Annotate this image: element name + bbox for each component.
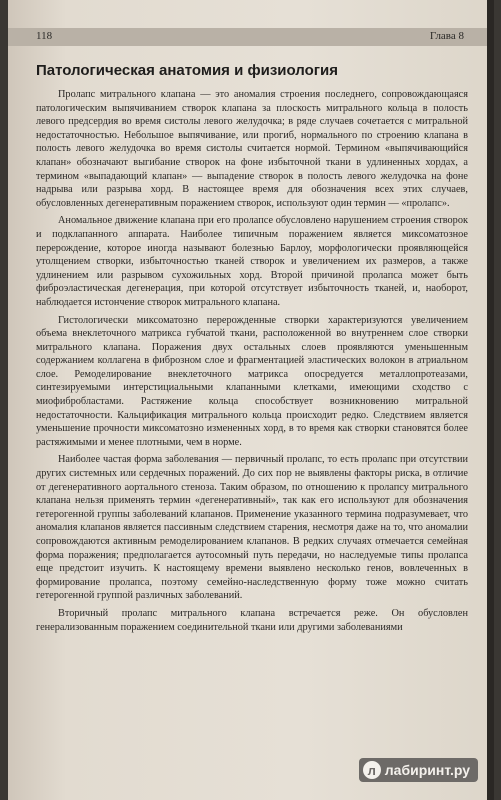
section-title: Патологическая анатомия и физиология: [36, 62, 338, 79]
page-number: 118: [36, 30, 53, 42]
paragraph: Аномальное движение клапана при его пролапсе обусловлено нарушением строения створок и подклапанного аппарата. Наиболее типичным поражением является миксоматозное перерождение, которое иногда называют болезнью Барлоу, морфологически проявляющейся утолщением створки, избыточностью тканей створок и увеличением их размеров, а также удлинением или разрывом сухожильных хорд. Второй причиной пролапса может быть фиброэластическая дегенерация, при которой отсутствует избыточность тканей, и, наоборот, наблюдается истончение створок митрального клапана.: [36, 215, 468, 308]
running-header: [8, 28, 494, 46]
watermark: [359, 758, 478, 782]
book-page: [8, 0, 494, 800]
paragraph: Пролапс митрального клапана — это аномалия строения последнего, сопровождающаяся патологическим выпячиванием створок клапана за плоскость митрального кольца в полость левого предсердия во время систолы левого желудочка; в ряде случаев сочетается с митральной недостаточностью. Небольшое выпячивание, или прогиб, нормального по строению клапана в полость левого желудочка во время систолы считается нормой. Термином «выпячивающийся клапан» обозначают выгибание створок на фоне избыточной ткани в удлиненных хордах, а термином «выпадающий клапан» — выпадение створок в полость левого желудочка на фоне надрыва или разрыва хорд. В настоящее время для обозначения всех этих случаев, обусловленных дегенеративным поражением створок, используют один термин — «пролапс».: [36, 89, 468, 209]
paragraph: Наиболее частая форма заболевания — первичный пролапс, то есть пролапс при отсутствии других системных или сердечных поражений. До сих пор не выявлены факторы риска, в отличие от дегенеративного аортального стеноза. Таким образом, по отношению к пролапсу митрального клапана нельзя применять термин «дегенеративный», так как его используют для обозначения гетерогенной группы заболеваний клапанов. Применение указанного термина подразумевает, что аномалия клапанов является пассивным следствием старения, несмотря даже на то, что аномалии сопровождаются активным ремоделированием клапанов. В редких случаях отмечается семейная форма поражения; предполагается аутосомный путь передачи, но наследуемые типы пролапса еще предстоит изучить. К настоящему времени выявлено несколько генов, вовлеченных в формирование пролапса, поэтому семейно-наследственную форму тоже можно считать гетерогенной группой различных заболеваний.: [36, 454, 468, 602]
chapter-label: Глава 8: [429, 30, 464, 42]
page-edge: [487, 0, 494, 800]
paragraph: Гистологически миксоматозно перерожденные створки характеризуются увеличением объема внеклеточного матрикса губчатой ткани, расположенной во внутреннем слое створки митрального клапана. Поражения двух остальных слоев проявляются уменьшенным содержанием коллагена в фиброзном слое и фрагментацией эластических волокон в атриальном слое. Ремоделирование внеклеточного матрикса опосредуется металлопротеазами, синтезируемыми интерстициальными клапанными клетками, имеющими сходство с миофибробластами. Растяжение кольца способствует возникновению митральной недостаточности. Кальцификация митрального кольца происходит редко. Следствием является уменьшение прочности миксоматозно измененных хорд, в то время как створки становятся более растяжимыми и менее плотными, чем в норме.: [36, 314, 468, 448]
watermark-text: лабиринт.ру: [384, 762, 470, 778]
paragraph: Вторичный пролапс митрального клапана встречается реже. Он обусловлен генерализованным поражением соединительной ткани или другими заболеваниями: [36, 607, 468, 633]
body-text: [36, 88, 468, 638]
labirint-logo-icon: л: [363, 761, 381, 779]
